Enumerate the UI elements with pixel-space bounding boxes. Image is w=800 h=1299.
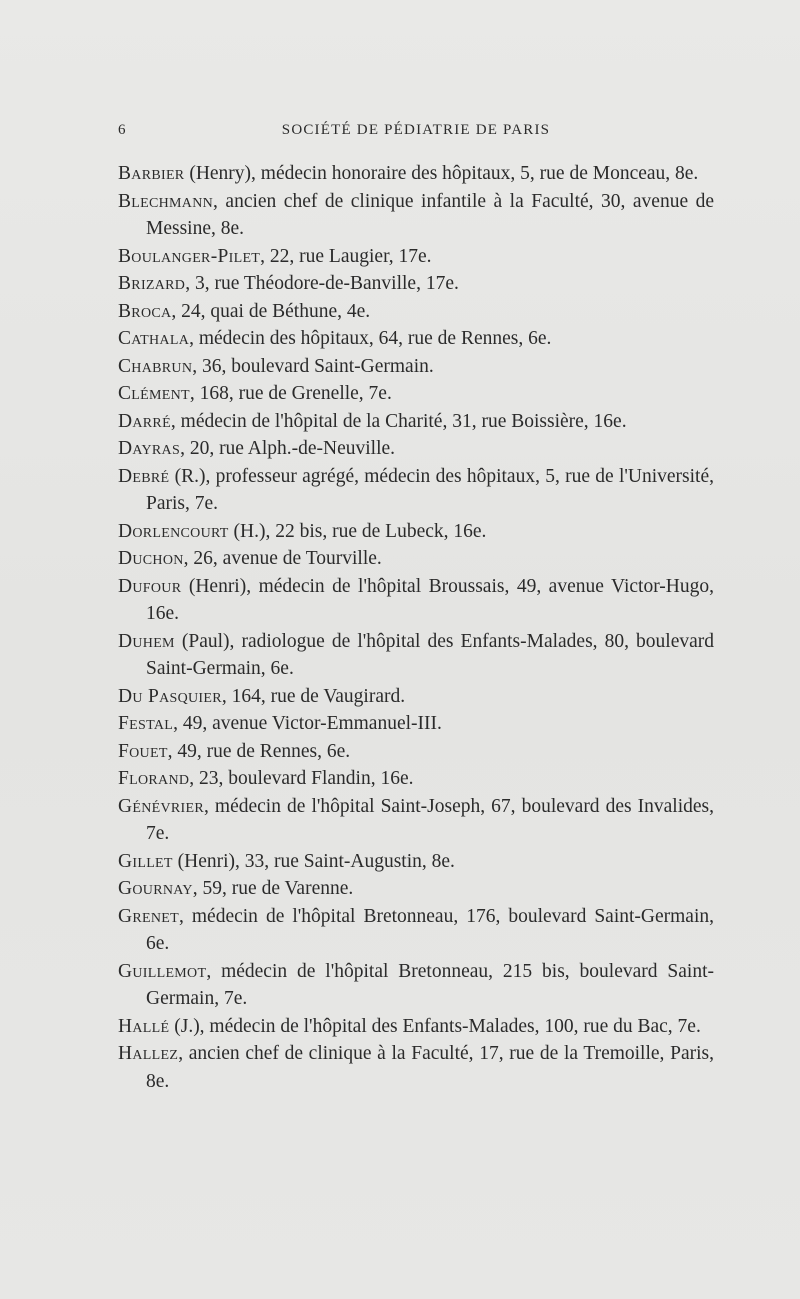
- member-details: , ancien chef de clinique infantile à la Faculté, 30, avenue de Messine, 8e.: [146, 190, 714, 239]
- member-entry: [118, 765, 714, 793]
- member-details: , 168, rue de Grenelle, 7e.: [189, 383, 392, 404]
- member-entry: [118, 243, 714, 271]
- member-name: Boulanger-Pilet: [118, 245, 261, 267]
- member-entry: [118, 903, 714, 958]
- member-details: (H.), 22 bis, rue de Lubeck, 16e.: [228, 520, 487, 542]
- member-entry: [118, 518, 714, 546]
- member-entry: [118, 683, 714, 711]
- member-details: , 26, avenue de Tourville.: [183, 548, 382, 569]
- member-name: Dayras: [118, 438, 181, 459]
- member-details: , ancien chef de clinique à la Faculté, 17, rue de la Tremoille, Paris, 8e.: [146, 1043, 714, 1092]
- member-details: , médecin des hôpitaux, 64, rue de Rennes, 6e.: [189, 328, 552, 349]
- member-name: Du Pasquier: [118, 685, 222, 707]
- member-entry: [118, 160, 714, 188]
- member-name: Fouet: [118, 740, 168, 762]
- member-entry: [118, 380, 714, 408]
- member-name: Barbier: [118, 163, 185, 184]
- member-name: Guillemot: [118, 960, 207, 982]
- member-name: Génévrier: [118, 795, 204, 817]
- member-name: Brizard: [118, 273, 186, 294]
- member-details: , 3, rue Théodore-de-Banville, 17e.: [185, 273, 459, 294]
- member-entry: [118, 738, 714, 766]
- member-details: , 49, avenue Victor-Emmanuel-III.: [173, 713, 442, 734]
- member-details: , 20, rue Alph.-de-Neuville.: [180, 438, 396, 459]
- member-details: (Henri), 33, rue Saint-Augustin, 8e.: [172, 850, 455, 872]
- member-entry: [118, 573, 714, 628]
- member-details: , médecin de l'hôpital Bretonneau, 215 bis, boulevard Saint-Germain, 7e.: [146, 960, 714, 1009]
- member-entry: [118, 848, 714, 876]
- member-name: Cathala: [118, 328, 190, 349]
- member-entry: [118, 1040, 714, 1095]
- member-entry: [118, 710, 714, 738]
- member-details: (R.), professeur agrégé, médecin des hôpitaux, 5, rue de l'Université, Paris, 7e.: [146, 465, 714, 514]
- member-name: Duhem: [118, 630, 175, 652]
- page-header: [118, 122, 714, 146]
- member-details: (Henry), médecin honoraire des hôpitaux, 5, rue de Monceau, 8e.: [184, 163, 699, 184]
- member-details: , médecin de l'hôpital Saint-Joseph, 67, boulevard des Invalides, 7e.: [146, 795, 714, 844]
- member-details: (Henri), médecin de l'hôpital Broussais, 49, avenue Victor-Hugo, 16e.: [146, 575, 714, 624]
- member-name: Chabrun: [118, 355, 193, 377]
- member-entry: [118, 188, 714, 243]
- member-name: Darré: [118, 410, 171, 432]
- member-details: , 22, rue Laugier, 17e.: [260, 245, 432, 267]
- member-name: Dufour: [118, 575, 182, 597]
- member-details: , 36, boulevard Saint-Germain.: [192, 355, 434, 377]
- member-details: , médecin de l'hôpital Bretonneau, 176, boulevard Saint-Germain, 6e.: [146, 905, 714, 954]
- member-details: , médecin de l'hôpital de la Charité, 31, rue Boissière, 16e.: [170, 410, 627, 432]
- member-name: Clément: [118, 383, 190, 404]
- member-name: Debré: [118, 465, 170, 487]
- member-entry: [118, 270, 714, 298]
- member-name: Gillet: [118, 850, 173, 872]
- member-name: Duchon: [118, 548, 184, 569]
- member-name: Festal: [118, 713, 174, 734]
- member-name: Blechmann: [118, 190, 214, 212]
- member-details: , 24, quai de Béthune, 4e.: [171, 300, 371, 322]
- member-list: [118, 160, 714, 1095]
- page-number: 6: [118, 122, 127, 138]
- member-details: , 59, rue de Varenne.: [192, 878, 354, 899]
- member-entry: [118, 875, 714, 903]
- member-name: Hallez: [118, 1043, 179, 1064]
- member-entry: [118, 1013, 714, 1041]
- member-details: (J.), médecin de l'hôpital des Enfants-Malades, 100, rue du Bac, 7e.: [169, 1015, 701, 1037]
- member-details: , 49, rue de Rennes, 6e.: [167, 740, 351, 762]
- running-title: SOCIÉTÉ DE PÉDIATRIE DE PARIS: [281, 122, 551, 138]
- member-name: Grenet: [118, 905, 179, 927]
- member-name: Broca: [118, 300, 172, 322]
- member-entry: [118, 435, 714, 463]
- member-name: Florand: [118, 768, 190, 789]
- member-details: , 23, boulevard Flandin, 16e.: [189, 768, 414, 789]
- member-name: Gournay: [118, 878, 193, 899]
- member-name: Dorlencourt: [118, 520, 229, 542]
- member-entry: [118, 408, 714, 436]
- member-entry: [118, 463, 714, 518]
- member-entry: [118, 793, 714, 848]
- member-details: , 164, rue de Vaugirard.: [221, 685, 406, 707]
- member-entry: [118, 298, 714, 326]
- member-details: (Paul), radiologue de l'hôpital des Enfants-Malades, 80, boulevard Saint-Germain, 6e.: [146, 630, 714, 679]
- member-name: Hallé: [118, 1015, 170, 1037]
- member-entry: [118, 628, 714, 683]
- member-entry: [118, 353, 714, 381]
- member-entry: [118, 958, 714, 1013]
- member-entry: [118, 545, 714, 573]
- member-entry: [118, 325, 714, 353]
